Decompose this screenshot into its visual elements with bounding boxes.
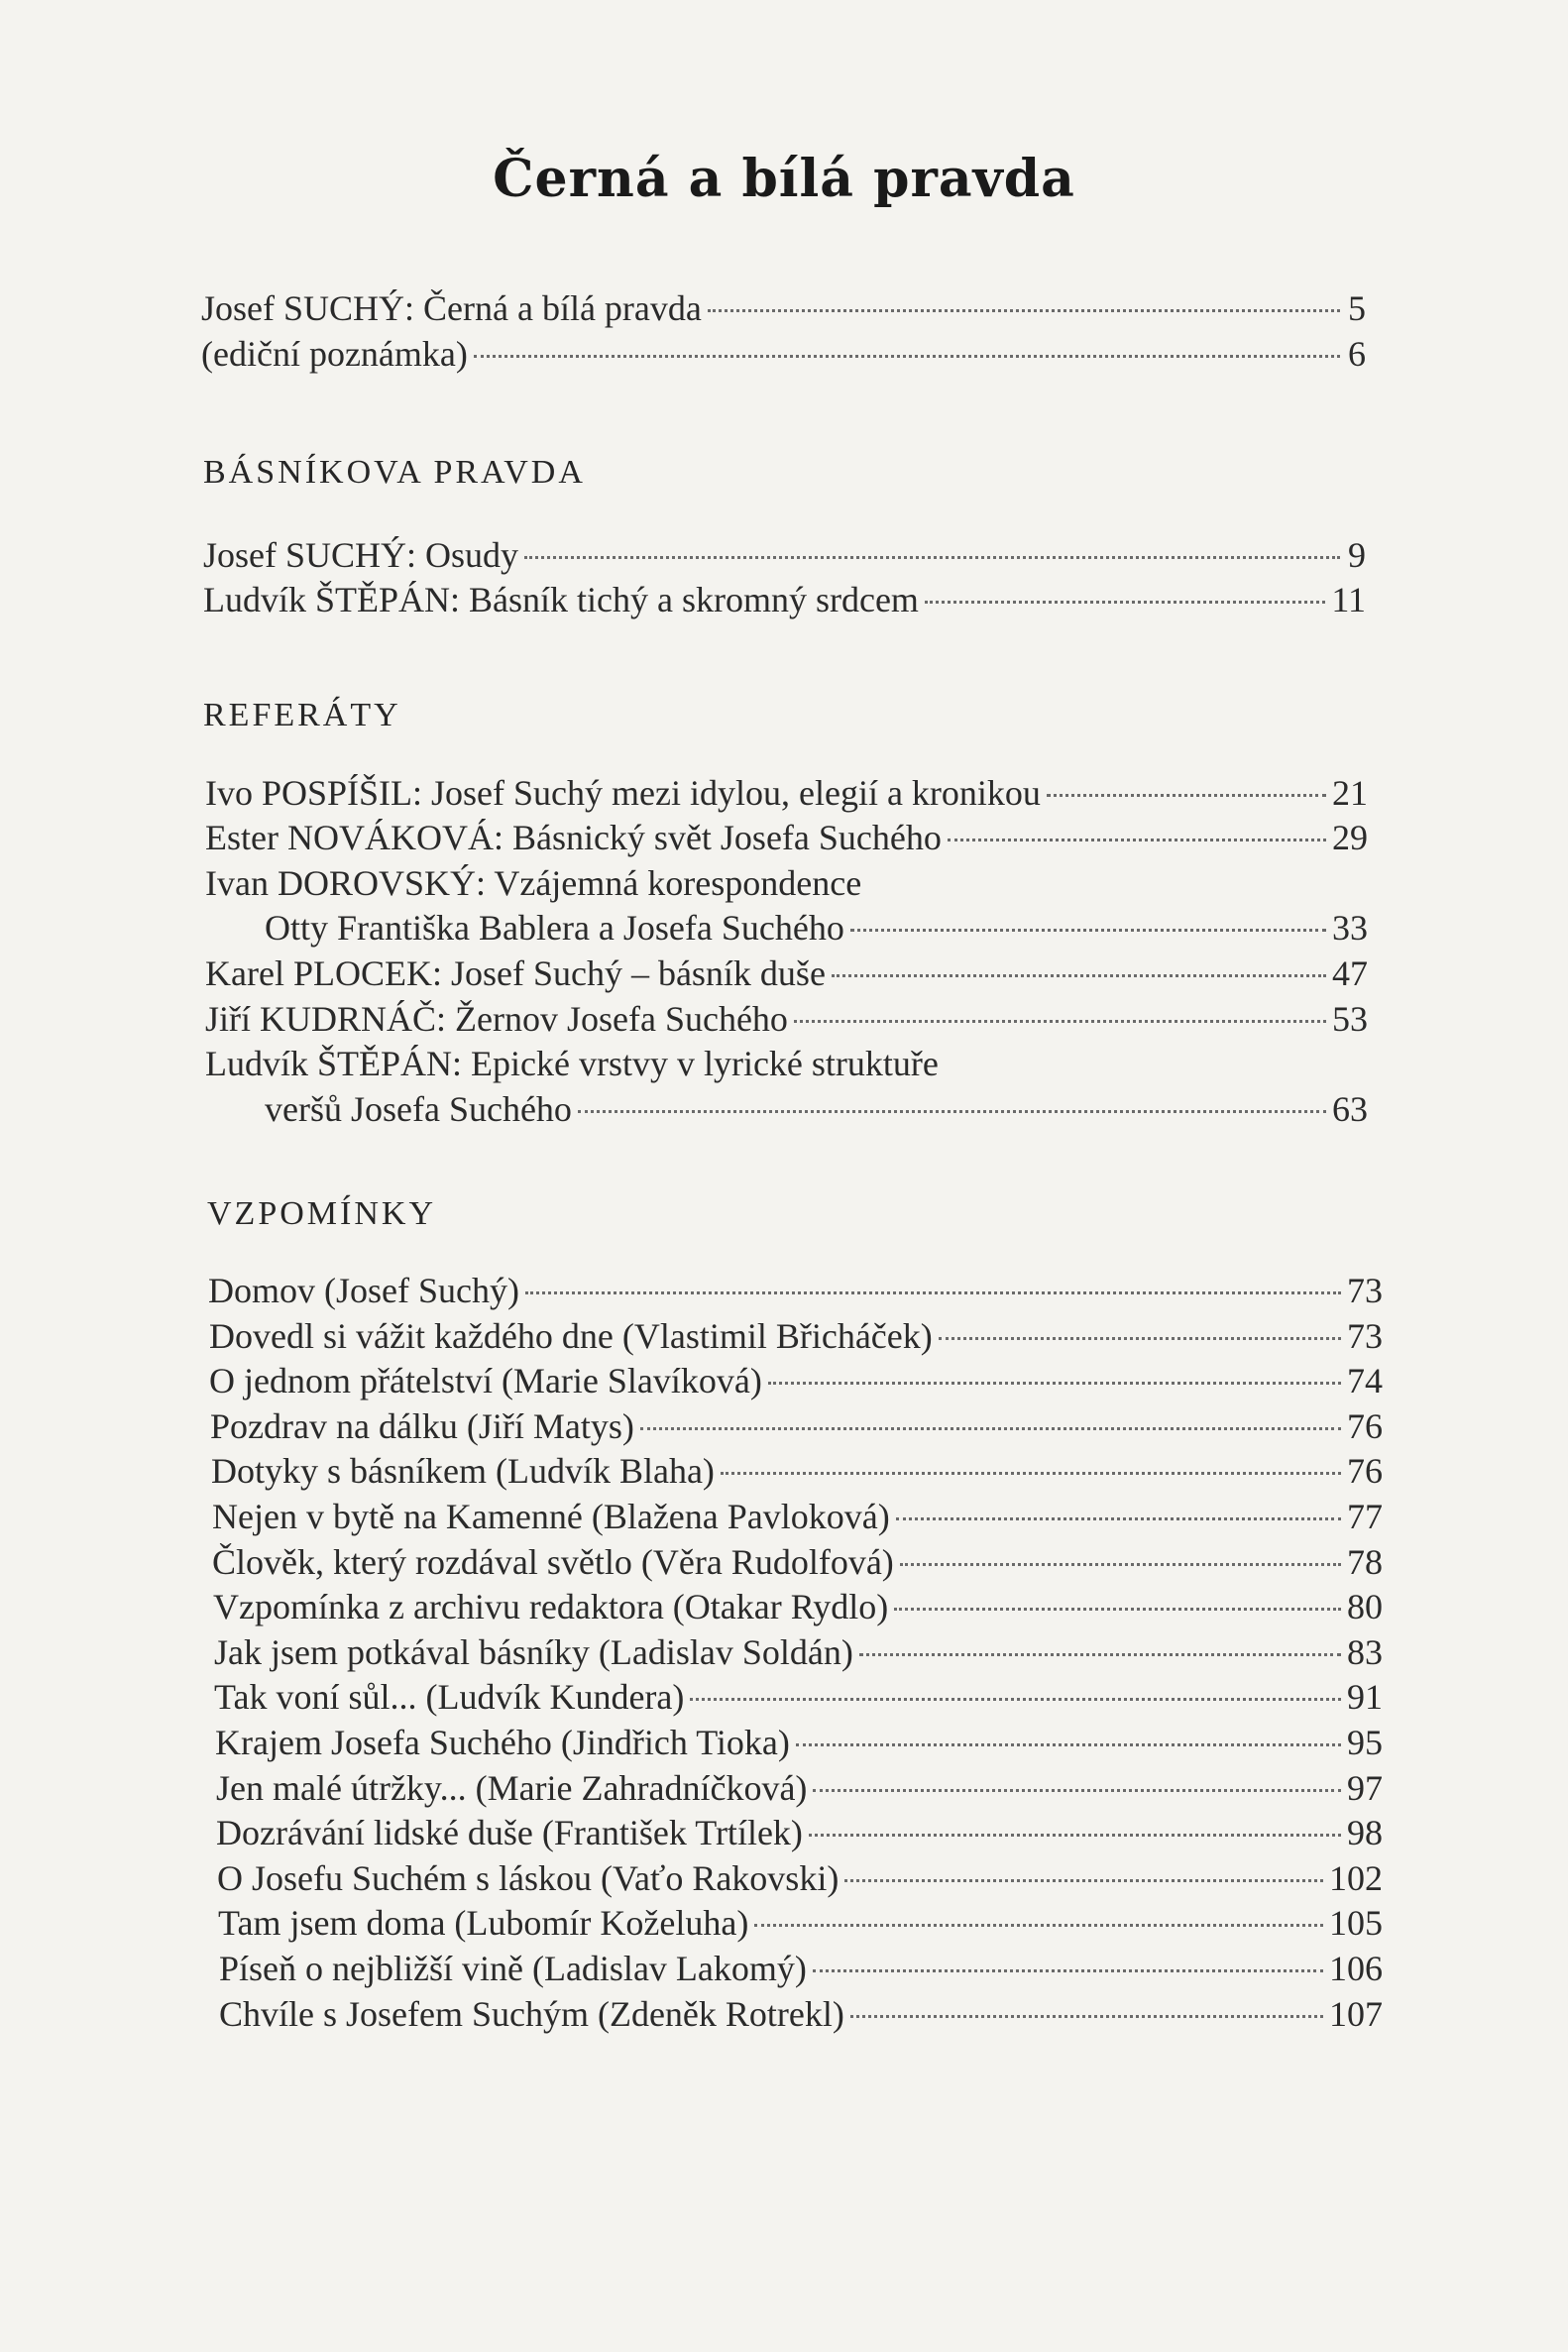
- toc-entry: [265, 1087, 1368, 1131]
- toc-entry: [217, 1856, 1383, 1900]
- toc-entry-page: 11: [1331, 580, 1366, 619]
- toc-entry-first-line: Ludvík ŠTĚPÁN: Epické vrstvy v lyrické struktuře: [205, 1044, 939, 1083]
- toc-entry-page: 105: [1329, 1903, 1383, 1943]
- toc-entry-text: veršů Josefa Suchého: [265, 1089, 572, 1129]
- toc-entry-page: 33: [1332, 908, 1368, 948]
- toc-entry-text: Jen malé útržky... (Marie Zahradníčková): [216, 1768, 808, 1808]
- toc-entry: [219, 1992, 1383, 2036]
- dot-leader: [768, 1382, 1341, 1385]
- toc-entry: [208, 1269, 1383, 1312]
- toc-entry: [213, 1585, 1383, 1628]
- toc-entry: [216, 1766, 1383, 1810]
- toc-entry-page: 77: [1347, 1497, 1383, 1536]
- toc-entry-text: Otty Františka Bablera a Josefa Suchého: [265, 908, 844, 948]
- toc-entry-page: 83: [1347, 1632, 1383, 1672]
- toc-entry-text: Člověk, který rozdával světlo (Věra Rudolfová): [212, 1542, 894, 1582]
- toc-entry: [209, 1359, 1383, 1402]
- toc-entry-first-line: Ivan DOROVSKÝ: Vzájemná korespondence: [205, 863, 862, 903]
- toc-entry-text: Jiří KUDRNÁČ: Žernov Josefa Suchého: [205, 999, 788, 1039]
- toc-entry-page: 6: [1348, 334, 1366, 374]
- toc-entry: [201, 332, 1366, 376]
- toc-entry-text: O Josefu Suchém s láskou (Vaťo Rakovski): [217, 1858, 840, 1898]
- toc-entry-text: Domov (Josef Suchý): [208, 1271, 519, 1310]
- toc-entry-page: 76: [1347, 1406, 1383, 1446]
- toc-entry: [205, 997, 1368, 1041]
- toc-entry-text: Tak voní sůl... (Ludvík Kundera): [214, 1677, 685, 1717]
- toc-entry-page: 107: [1329, 1994, 1383, 2034]
- toc-entry: [203, 578, 1366, 621]
- toc-entry-text: Ludvík ŠTĚPÁN: Básník tichý a skromný srdcem: [203, 580, 919, 619]
- toc-entry: [203, 533, 1366, 577]
- dot-leader: [1047, 794, 1326, 797]
- toc-entry-page: 63: [1332, 1089, 1368, 1129]
- toc-entry-page: 98: [1347, 1813, 1383, 1852]
- toc-entry-page: 106: [1329, 1949, 1383, 1988]
- dot-leader: [939, 1337, 1341, 1340]
- toc-entry: [201, 286, 1366, 330]
- toc-entry: [215, 1721, 1383, 1764]
- dot-leader: [850, 929, 1326, 932]
- toc-entry-page: 102: [1329, 1858, 1383, 1898]
- page-title: Černá a bílá pravda: [493, 149, 1075, 209]
- toc-entry-text: Dozrávání lidské duše (František Trtílek): [216, 1813, 803, 1852]
- toc-entry-page: 76: [1347, 1451, 1383, 1491]
- toc-entry-page: 91: [1347, 1677, 1383, 1717]
- toc-entry-page: 29: [1332, 818, 1368, 857]
- toc-entry-page: 95: [1347, 1723, 1383, 1762]
- dot-leader: [896, 1517, 1341, 1520]
- toc-entry: [212, 1495, 1383, 1538]
- toc-entry: [205, 771, 1368, 815]
- toc-entry-page: 97: [1347, 1768, 1383, 1808]
- dot-leader: [721, 1472, 1341, 1475]
- dot-leader: [850, 2015, 1323, 2018]
- toc-entry: [219, 1947, 1383, 1990]
- toc-entry: [214, 1630, 1383, 1674]
- toc-entry-text: Tam jsem doma (Lubomír Koželuha): [218, 1903, 749, 1943]
- toc-entry-text: Dovedl si vážit každého dne (Vlastimil Břicháček): [209, 1316, 933, 1356]
- toc-entry: [205, 952, 1368, 995]
- dot-leader: [640, 1427, 1341, 1430]
- dot-leader: [474, 355, 1340, 358]
- toc-entry-text: Krajem Josefa Suchého (Jindřich Tioka): [215, 1723, 790, 1762]
- dot-leader: [894, 1608, 1341, 1611]
- toc-entry: [210, 1404, 1383, 1448]
- dot-leader: [809, 1834, 1341, 1837]
- toc-entry-page: 80: [1347, 1587, 1383, 1626]
- toc-entry-text: Pozdrav na dálku (Jiří Matys): [210, 1406, 634, 1446]
- toc-entry-text: O jednom přátelství (Marie Slavíková): [209, 1361, 762, 1400]
- toc-entry-page: 5: [1348, 288, 1366, 328]
- dot-leader: [794, 1020, 1326, 1023]
- toc-entry-text: Chvíle s Josefem Suchým (Zdeněk Rotrekl): [219, 1994, 844, 2034]
- dot-leader: [524, 556, 1340, 559]
- toc-entry-text: (ediční poznámka): [201, 334, 468, 374]
- toc-entry: [212, 1540, 1383, 1584]
- toc-entry-page: 78: [1347, 1542, 1383, 1582]
- toc-entry: [218, 1901, 1383, 1945]
- toc-entry-page: 73: [1347, 1271, 1383, 1310]
- dot-leader: [948, 839, 1326, 841]
- toc-entry: [205, 816, 1368, 859]
- toc-entry-text: Píseň o nejbližší vině (Ladislav Lakomý): [219, 1949, 807, 1988]
- toc-entry-page: 21: [1332, 773, 1368, 813]
- dot-leader: [900, 1563, 1341, 1566]
- toc-entry: [211, 1449, 1383, 1493]
- dot-leader: [754, 1924, 1323, 1927]
- toc-entry-text: Vzpomínka z archivu redaktora (Otakar Rydlo): [213, 1587, 889, 1626]
- dot-leader: [525, 1291, 1341, 1294]
- toc-entry-text: Jak jsem potkával básníky (Ladislav Soldán): [214, 1632, 853, 1672]
- dot-leader: [578, 1110, 1326, 1113]
- toc-entry-page: 73: [1347, 1316, 1383, 1356]
- toc-entry-text: Josef SUCHÝ: Černá a bílá pravda: [201, 288, 702, 328]
- dot-leader: [832, 974, 1326, 977]
- toc-entry: [265, 906, 1368, 950]
- toc-entry: [209, 1314, 1383, 1358]
- dot-leader: [925, 601, 1325, 604]
- section-heading: VZPOMÍNKY: [207, 1195, 436, 1232]
- toc-entry-page: 47: [1332, 953, 1368, 993]
- dot-leader: [844, 1879, 1323, 1882]
- toc-entry-text: Nejen v bytě na Kamenné (Blažena Pavloková): [212, 1497, 890, 1536]
- dot-leader: [859, 1653, 1341, 1656]
- dot-leader: [813, 1969, 1323, 1972]
- dot-leader: [813, 1789, 1341, 1792]
- dot-leader: [690, 1698, 1341, 1701]
- toc-entry-text: Ester NOVÁKOVÁ: Básnický svět Josefa Suchého: [205, 818, 942, 857]
- toc-entry-page: 9: [1348, 535, 1366, 575]
- dot-leader: [708, 309, 1340, 312]
- toc-entry-text: Ivo POSPÍŠIL: Josef Suchý mezi idylou, elegií a kronikou: [205, 773, 1041, 813]
- dot-leader: [796, 1743, 1341, 1746]
- toc-entry-page: 74: [1347, 1361, 1383, 1400]
- toc-entry-page: 53: [1332, 999, 1368, 1039]
- toc-entry: [216, 1811, 1383, 1854]
- toc-entry-text: Dotyky s básníkem (Ludvík Blaha): [211, 1451, 715, 1491]
- toc-entry-text: Josef SUCHÝ: Osudy: [203, 535, 519, 575]
- section-heading: REFERÁTY: [203, 697, 401, 733]
- toc-entry-text: Karel PLOCEK: Josef Suchý – básník duše: [205, 953, 826, 993]
- section-heading: BÁSNÍKOVA PRAVDA: [203, 454, 586, 491]
- toc-entry: [214, 1675, 1383, 1719]
